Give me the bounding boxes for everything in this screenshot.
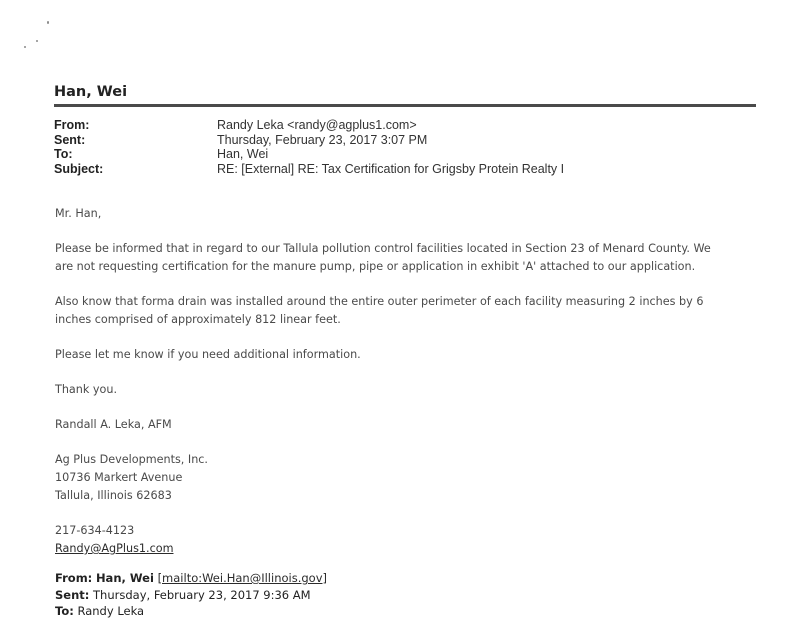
forwarded-to-value: Randy Leka bbox=[77, 604, 145, 618]
forwarded-from-label: From: bbox=[55, 571, 93, 585]
paragraph-1-line-1: Please be informed that in regard to our Tallula pollution control facilities located in Section 23 of Menard County. We bbox=[55, 242, 711, 255]
signature-company: Ag Plus Developments, Inc. bbox=[55, 453, 208, 466]
forwarded-sent-value: Thursday, February 23, 2017 9:36 AM bbox=[93, 587, 311, 602]
to-value: Han, Wei bbox=[217, 147, 269, 161]
forwarded-from-name: Han, Wei bbox=[95, 571, 154, 585]
header-divider bbox=[54, 104, 756, 107]
forwarded-from-mailto-link[interactable]: [mailto:Wei.Han@Illinois.gov] bbox=[157, 571, 327, 585]
signature-street: 10736 Markert Avenue bbox=[55, 471, 183, 484]
paragraph-3: Please let me know if you need additional information. bbox=[55, 348, 361, 361]
from-label: From: bbox=[54, 118, 90, 132]
signature-email-link[interactable]: Randy@AgPlus1.com bbox=[55, 542, 174, 555]
email-body bbox=[55, 205, 755, 558]
paragraph-1-line-2: are not requesting certification for the manure pump, pipe or application in exhibit 'A' attached to our application. bbox=[55, 260, 696, 273]
header-from-row bbox=[54, 118, 564, 133]
scan-speck bbox=[24, 46, 26, 48]
to-label: To: bbox=[54, 147, 73, 161]
forwarded-to-label: To: bbox=[55, 604, 74, 618]
header-to-row bbox=[54, 147, 564, 162]
forwarded-sent-row bbox=[55, 587, 327, 604]
closing: Thank you. bbox=[55, 383, 118, 396]
forwarded-message-header bbox=[55, 570, 327, 620]
subject-label: Subject: bbox=[54, 161, 104, 176]
mailbox-owner-name: Han, Wei bbox=[54, 84, 128, 100]
sent-label: Sent: bbox=[54, 132, 86, 147]
scan-speck bbox=[36, 40, 38, 42]
header-sent-row bbox=[54, 133, 564, 148]
greeting: Mr. Han, bbox=[55, 207, 102, 220]
from-value: Randy Leka <randy@agplus1.com> bbox=[217, 118, 417, 132]
header-subject-row bbox=[54, 162, 564, 177]
subject-value: RE: [External] RE: Tax Certification for Grigsby Protein Realty I bbox=[217, 161, 565, 176]
signature-name: Randall A. Leka, AFM bbox=[55, 418, 172, 431]
forwarded-to-row bbox=[55, 603, 327, 620]
scan-speck bbox=[47, 21, 49, 24]
email-header bbox=[54, 118, 564, 176]
sent-value: Thursday, February 23, 2017 3:07 PM bbox=[217, 132, 428, 147]
forwarded-from-row bbox=[55, 570, 327, 587]
signature-phone: 217-634-4123 bbox=[55, 524, 135, 537]
signature-city: Tallula, Illinois 62683 bbox=[55, 489, 172, 502]
paragraph-2-line-1: Also know that forma drain was installed around the entire outer perimeter of each facility measuring 2 inches by 6 bbox=[55, 295, 704, 308]
forwarded-sent-label: Sent: bbox=[55, 587, 90, 602]
paragraph-2-line-2: inches comprised of approximately 812 linear feet. bbox=[55, 313, 341, 326]
